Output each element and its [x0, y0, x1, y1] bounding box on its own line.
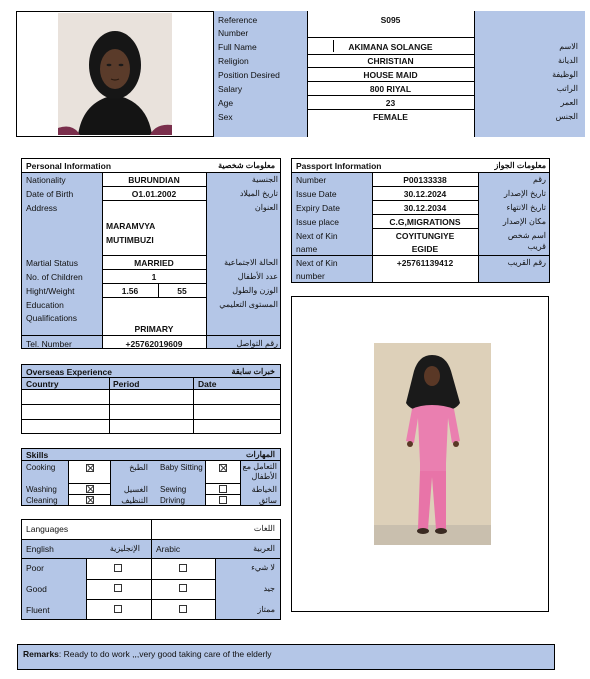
reference-label: Reference Number — [218, 15, 258, 38]
position-label: Position Desired — [218, 70, 280, 80]
skill-babysitting-checkbox[interactable] — [219, 464, 227, 472]
full-name-ar: الاسم — [559, 42, 578, 51]
remarks-text: : Ready to do work ,,,very good taking care of the elderly — [58, 649, 272, 659]
overseas-title: Overseas Experience — [26, 367, 113, 377]
skill-babysitting-ar-line1: التعامل مع — [242, 462, 277, 471]
skill-babysitting-ar-line2: الأطفال — [251, 472, 277, 481]
height-weight-label: Hight/Weight — [26, 286, 75, 296]
poor-arabic-checkbox[interactable] — [179, 564, 187, 572]
kin-number-label-line2: number — [296, 271, 325, 281]
marital-ar: الحالة الاجتماعية — [224, 258, 278, 267]
passport-info-title: Passport Information — [296, 161, 382, 171]
skill-washing-checkbox[interactable] — [86, 485, 94, 493]
skill-cleaning-ar: التنظيف — [121, 496, 148, 505]
passport-info-title-ar: معلومات الجواز — [494, 161, 546, 170]
skill-sewing-ar: الخياطة — [251, 485, 277, 494]
skill-sewing-label: Sewing — [160, 485, 187, 494]
level-good-label: Good — [26, 584, 47, 594]
skill-washing-ar: الغسيل — [123, 485, 148, 494]
address-label: Address — [26, 203, 58, 213]
lang-arabic-ar: العربية — [253, 544, 275, 553]
skill-washing-label: Washing — [26, 485, 57, 494]
marital-label: Martial Status — [26, 258, 78, 268]
height-value: 1.56 — [121, 286, 139, 296]
col-date: Date — [198, 379, 217, 389]
religion-label: Religion — [218, 56, 249, 66]
issue-date-ar: تاريخ الإصدار — [503, 189, 546, 198]
age-ar: العمر — [560, 98, 578, 107]
address-value-line2: MUTIMBUZI — [106, 235, 154, 245]
height-weight-ar: الوزن والطول — [232, 286, 278, 295]
salary-ar: الراتب — [556, 84, 578, 93]
position-value: HOUSE MAID — [363, 70, 418, 80]
level-fluent-label: Fluent — [26, 605, 50, 615]
lang-arabic: Arabic — [156, 544, 181, 554]
passport-number-value: P00133338 — [403, 175, 447, 185]
issue-place-label: Issue place — [296, 217, 339, 227]
full-body-photo — [374, 343, 491, 545]
skill-driving-ar: سائق — [258, 496, 277, 505]
skill-babysitting-label: Baby Sitting — [160, 463, 203, 472]
kin-number-label-line1: Next of Kin — [296, 258, 338, 268]
good-arabic-checkbox[interactable] — [179, 584, 187, 592]
good-english-checkbox[interactable] — [114, 584, 122, 592]
skills-title-ar: المهارات — [245, 450, 275, 459]
address-ar: العنوان — [254, 203, 278, 212]
skills-title: Skills — [26, 450, 49, 460]
tel-label: Tel. Number — [26, 339, 72, 349]
education-label-line1: Education — [26, 300, 64, 310]
languages-title: Languages — [26, 524, 69, 534]
sex-value: FEMALE — [373, 112, 408, 122]
religion-ar: الديانة — [557, 56, 578, 65]
skill-driving-label: Driving — [160, 496, 185, 505]
col-period: Period — [113, 379, 140, 389]
skill-cooking-label: Cooking — [26, 463, 56, 472]
skill-driving-checkbox[interactable] — [219, 496, 227, 504]
salary-label: Salary — [218, 84, 243, 94]
kin-name-value-line2: EGIDE — [411, 244, 439, 254]
children-value: 1 — [151, 272, 157, 282]
position-ar: الوظيفة — [552, 70, 578, 79]
issue-place-ar: مكان الإصدار — [502, 217, 546, 226]
level-poor-label: Poor — [26, 563, 44, 573]
headshot-photo — [58, 13, 172, 135]
issue-date-label: Issue Date — [296, 189, 337, 199]
personal-info-title: Personal Information — [26, 161, 112, 171]
skills-table — [21, 448, 281, 506]
education-label-line2: Qualifications — [26, 313, 78, 323]
salary-value: 800 RIYAL — [369, 84, 412, 94]
sex-ar: الجنس — [555, 112, 578, 121]
skill-sewing-checkbox[interactable] — [219, 485, 227, 493]
poor-english-checkbox[interactable] — [114, 564, 122, 572]
expiry-date-label: Expiry Date — [296, 203, 340, 213]
age-value: 23 — [385, 98, 396, 108]
fluent-arabic-checkbox[interactable] — [179, 605, 187, 613]
tel-ar: رقم التواصل — [236, 339, 278, 348]
skill-cooking-ar: الطبخ — [129, 463, 148, 472]
education-ar: المستوى التعليمي — [219, 300, 278, 309]
kin-name-ar-line2: قريب — [527, 242, 546, 251]
education-value: PRIMARY — [134, 324, 174, 334]
nationality-value: BURUNDIAN — [128, 175, 180, 185]
full-name-label: Full Name — [218, 42, 257, 52]
sex-label: Sex — [218, 112, 233, 122]
expiry-date-ar: تاريخ الانتهاء — [506, 203, 546, 212]
children-ar: عدد الأطفال — [237, 272, 278, 281]
religion-value: CHRISTIAN — [367, 56, 414, 66]
nationality-label: Nationality — [26, 175, 66, 185]
kin-name-label-line2: name — [296, 244, 318, 254]
level-poor-ar: لا شيء — [251, 563, 275, 572]
overseas-title-ar: خبرات سابقة — [231, 367, 275, 376]
address-value-line1: MARAMVYA — [106, 221, 156, 231]
kin-number-value: +25761139412 — [396, 258, 454, 268]
children-label: No. of Children — [26, 272, 83, 282]
age-label: Age — [218, 98, 234, 108]
lang-english: English — [26, 544, 54, 554]
languages-title-ar: اللغات — [253, 524, 275, 533]
dob-label: Date of Birth — [26, 189, 74, 199]
level-fluent-ar: ممتاز — [257, 605, 275, 614]
dob-ar: تاريخ الميلاد — [239, 189, 278, 198]
marital-value: MARRIED — [134, 258, 174, 268]
issue-date-value: 30.12.2024 — [403, 189, 447, 199]
kin-name-value-line1: COYITUNGIYE — [395, 231, 455, 241]
kin-name-ar-line1: اسم شخص — [507, 231, 546, 240]
col-country: Country — [26, 379, 59, 389]
kin-name-label-line1: Next of Kin — [296, 231, 338, 241]
skill-cleaning-label: Cleaning — [26, 496, 58, 505]
remarks-label: Remarks — [23, 649, 59, 659]
skill-cooking-checkbox[interactable] — [86, 464, 94, 472]
weight-value: 55 — [177, 286, 187, 296]
kin-number-ar: رقم القريب — [507, 258, 546, 267]
passport-number-ar: رقم — [532, 175, 546, 184]
issue-place-value: C.G,MIGRATIONS — [389, 217, 461, 227]
reference-value: S095 — [380, 15, 401, 25]
lang-english-ar: الإنجليزية — [109, 544, 140, 553]
skill-cleaning-checkbox[interactable] — [86, 496, 94, 504]
fluent-english-checkbox[interactable] — [114, 605, 122, 613]
expiry-date-value: 30.12.2034 — [403, 203, 447, 213]
full-name-value: AKIMANA SOLANGE — [348, 42, 433, 52]
nationality-ar: الجنسية — [251, 175, 278, 184]
level-good-ar: جيد — [263, 584, 275, 593]
personal-info-title-ar: معلومات شخصية — [218, 161, 275, 170]
dob-value: O1.01.2002 — [131, 189, 177, 199]
remarks-box — [17, 644, 555, 670]
tel-value: +25762019609 — [125, 339, 183, 349]
passport-number-label: Number — [296, 175, 327, 185]
